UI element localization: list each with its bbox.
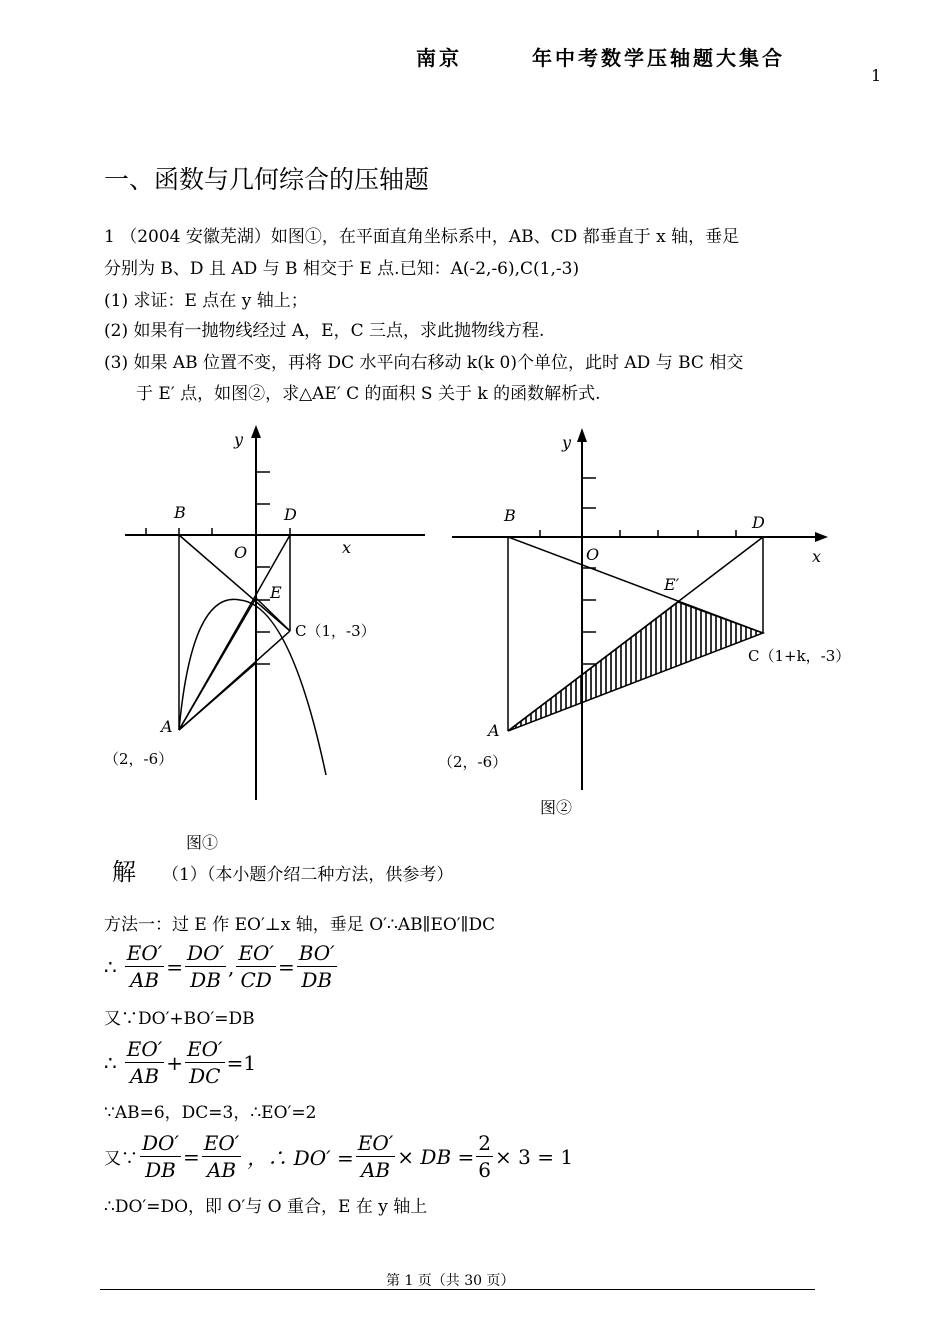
fig2-y-label: y xyxy=(562,433,572,452)
question-3b: 于 E′ 点，如图②，求△AE′ C 的面积 S 关于 k 的函数解析式. xyxy=(136,384,601,404)
fig1-y-arrow xyxy=(251,425,261,438)
conclusion: ∴DO′=DO，即 O′与 O 重合，E 在 y 轴上 xyxy=(104,1197,428,1217)
fig2-label-a: A xyxy=(488,721,500,740)
fig2-origin-label: O xyxy=(586,545,600,564)
fig2-label-b: B xyxy=(504,506,516,525)
frac-den: DB xyxy=(301,968,333,992)
footer-page: 第 1 页（共 30 页） xyxy=(386,1273,515,1289)
frac-num: EO′ xyxy=(126,941,163,965)
frac-num: DO′ xyxy=(187,941,225,965)
eq3-prefix: 又∵ xyxy=(104,1149,138,1169)
figure-2 xyxy=(430,420,850,820)
question-3a: (3) 如果 AB 位置不变，再将 DC 水平向右移动 k(k 0)个单位，此时 AD 与 BC 相交 xyxy=(104,353,744,373)
line-again: 又∵DO′+BO′=DB xyxy=(104,1009,255,1029)
problem-line-2: 分别为 B、D 且 AD 与 B 相交于 E 点.已知：A(-2,-6),C(1,-3) xyxy=(104,259,580,279)
equation-1: ∴ $\frac{EO'}{AB}$ = $\frac{DO'}{DB}$ , $\frac{EO'}{CD}$ = $\frac{BO'}{DB}$ xyxy=(104,941,335,992)
fig1-label-a-coord: （2，-6） xyxy=(104,750,174,768)
eq3-times: × DB = xyxy=(397,1144,475,1169)
header-title: 年中考数学压轴题大集合 xyxy=(532,46,785,70)
therefore-symbol: ∴ xyxy=(104,954,117,979)
eq3-tail: × 3 = 1 xyxy=(495,1144,574,1169)
equation-2: ∴ $\frac{EO'}{AB}$ + $\frac{EO'}{DC}$ = 1 xyxy=(104,1037,257,1088)
fig1-label-a: A xyxy=(161,717,173,736)
fig2-label-a-coord: （2，-6） xyxy=(438,753,508,771)
frac-den: 6 xyxy=(478,1158,491,1182)
fig2-label-d: D xyxy=(752,513,765,532)
fig1-label-e: E xyxy=(270,583,282,602)
frac-num: 2 xyxy=(478,1131,491,1155)
therefore-symbol: ∴ xyxy=(104,1050,117,1075)
figure-2-caption: 图② xyxy=(540,798,573,817)
frac-den: AB xyxy=(129,968,160,992)
fig1-label-c: C（1，-3） xyxy=(295,622,376,640)
equation-2-rhs: 1 xyxy=(243,1050,257,1075)
footer-rule xyxy=(100,1289,815,1290)
frac-num: EO′ xyxy=(238,941,274,965)
frac-num: DO′ xyxy=(142,1131,179,1155)
fig2-label-e-prime: E′ xyxy=(664,575,680,594)
method-1-line: 方法一：过 E 作 EO′⊥x 轴，垂足 O′∴AB∥EO′∥DC xyxy=(104,915,496,935)
frac-den: CD xyxy=(240,968,272,992)
fig2-y-arrow xyxy=(577,428,587,442)
frac-num: EO′ xyxy=(357,1131,394,1155)
question-2: (2) 如果有一抛物线经过 A，E，C 三点，求此抛物线方程. xyxy=(104,321,545,341)
frac-den: AB xyxy=(129,1064,160,1088)
equation-3: 又∵ $\frac{DO'}{DB}$ = $\frac{EO'}{AB}$ ，∴ DO′ = $\frac{EO'}{AB}$ × DB = $\frac{2}{6}$ × 3 = 1 xyxy=(104,1131,574,1182)
fig1-label-d: D xyxy=(284,505,297,524)
frac-den: DC xyxy=(189,1064,221,1088)
header-left: 南京 xyxy=(416,46,462,70)
frac-num: EO′ xyxy=(126,1037,163,1061)
fig1-y-label: y xyxy=(234,430,244,449)
line-because: ∵AB=6，DC=3，∴EO′=2 xyxy=(104,1103,317,1123)
fig2-x-arrow xyxy=(815,532,828,542)
solution-label: 解 xyxy=(112,858,136,886)
frac-num: EO′ xyxy=(187,1037,223,1061)
solution-intro: （1）（本小题介绍二种方法，供参考） xyxy=(162,865,454,885)
figure-1 xyxy=(100,420,430,860)
frac-num: BO′ xyxy=(298,941,335,965)
frac-num: EO′ xyxy=(203,1131,240,1155)
fig2-shaded-triangle xyxy=(508,602,763,731)
frac-den: DB xyxy=(145,1158,176,1182)
fig1-x-label: x xyxy=(342,538,352,557)
problem-line-1: 1 （2004 安徽芜湖）如图①，在平面直角坐标系中，AB、CD 都垂直于 x 轴，垂足 xyxy=(104,227,740,247)
header-page-number: 1 xyxy=(871,66,882,85)
question-1: (1) 求证：E 点在 y 轴上； xyxy=(104,291,308,311)
section-title: 一、函数与几何综合的压轴题 xyxy=(104,165,430,194)
eq3-mid: ，∴ DO′ = xyxy=(247,1146,354,1170)
frac-den: DB xyxy=(190,968,221,992)
fig2-label-c: C（1+k，-3） xyxy=(748,647,850,665)
fig2-x-label: x xyxy=(812,547,822,566)
frac-den: AB xyxy=(360,1158,391,1182)
fig1-label-b: B xyxy=(174,503,186,522)
fig1-origin-label: O xyxy=(234,543,248,562)
frac-den: AB xyxy=(206,1158,237,1182)
figure-1-caption: 图① xyxy=(186,833,219,852)
